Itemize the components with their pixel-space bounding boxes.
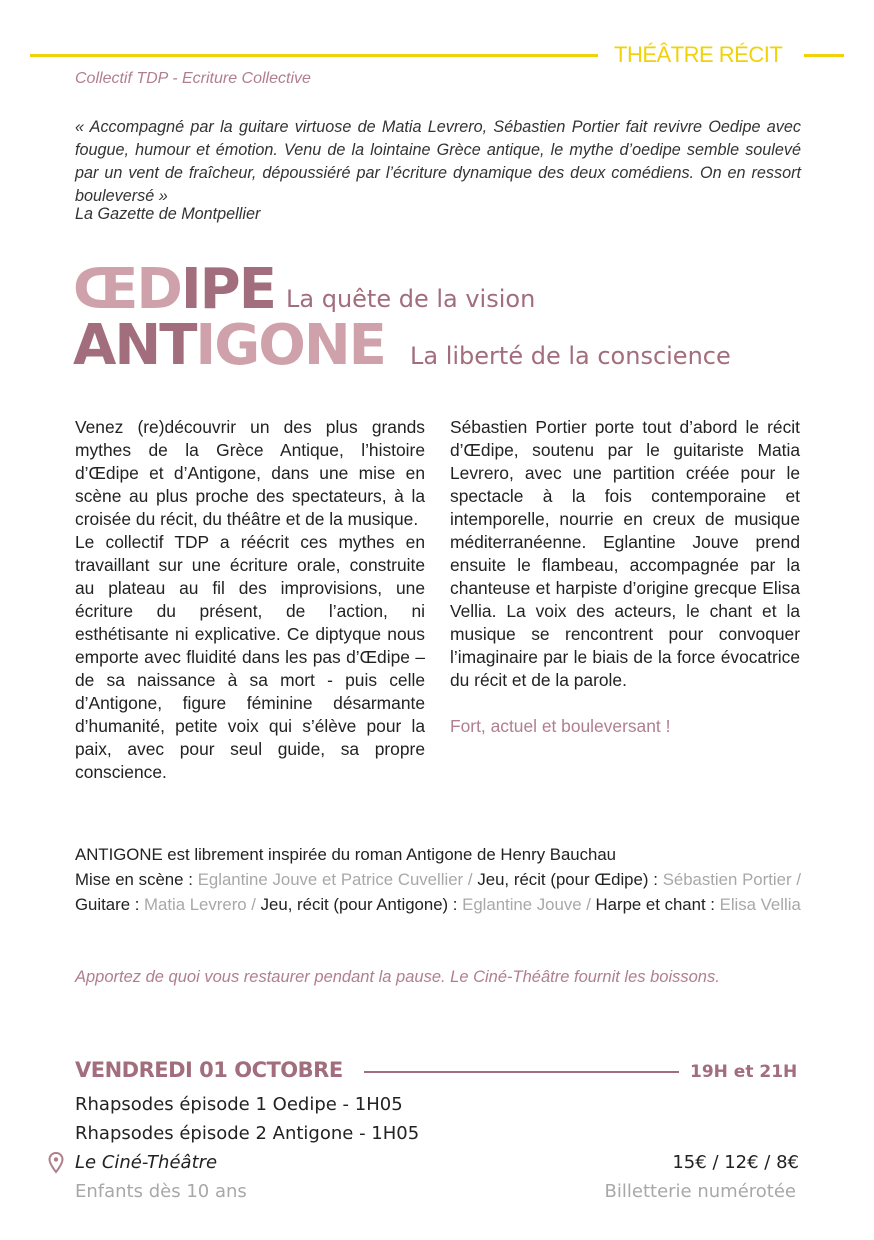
- credit-separator: /: [463, 870, 478, 889]
- body-left-column: [75, 416, 425, 784]
- credits: [75, 842, 801, 917]
- credit-jeu1-label: Jeu, récit (pour Œdipe) :: [477, 870, 663, 889]
- event-date: VENDREDI 01 OCTOBRE: [75, 1058, 343, 1082]
- body-right-column: [450, 416, 800, 738]
- title-antigone-part2: IGONE: [195, 313, 385, 378]
- credit-separator: /: [246, 895, 261, 914]
- pause-note: Apportez de quoi vous restaurer pendant la pause. Le Ciné-Théâtre fournit les boissons.: [75, 968, 720, 986]
- credit-jeu2-label: Jeu, récit (pour Antigone) :: [260, 895, 463, 914]
- event-times: 19H et 21H: [690, 1062, 798, 1082]
- subtitle-antigone: La liberté de la conscience: [410, 342, 731, 370]
- title-antigone: [73, 313, 385, 378]
- header-rule-right: [804, 54, 844, 57]
- venue-name: Le Ciné-Théâtre: [75, 1152, 218, 1173]
- body-left-paragraph-2: Le collectif TDP a réécrit ces mythes en travaillant sur une écriture orale, construite au plateau au fil des improvisions, une écriture du présent, de l’action, ni esthétisante ni explicative. Ce diptyque nous emporte avec fluidité dans les pas d’Œdipe – de sa naissance à sa mort - puis celle d’Antigone, figure féminine désarmante d’humanité, petite voix qui s’élève pour la paix, avec pour seul guide, sa propre conscience.: [75, 532, 425, 782]
- body-tagline: Fort, actuel et bouleversant !: [450, 716, 671, 736]
- credit-harpe-label: Harpe et chant :: [595, 895, 720, 914]
- credit-separator: /: [791, 870, 801, 889]
- credit-jeu2-name: Eglantine Jouve: [462, 895, 582, 914]
- press-quote: « Accompagné par la guitare virtuose de Matia Levrero, Sébastien Portier fait revivre Oedipe avec fougue, humour et émotion. Venu de la lointaine Grèce antique, le mythe d’oedipe semble soulevé par un vent de fraîcheur, dépoussiéré par l’écriture dynamique des deux comédiens. On en ressort bouleversé »: [75, 118, 801, 205]
- subtitle-oedipe: La quête de la vision: [286, 285, 536, 313]
- credit-separator: /: [581, 895, 596, 914]
- category-label: THÉÂTRE RÉCIT: [614, 42, 783, 67]
- credit-mise-label: Mise en scène :: [75, 870, 198, 889]
- title-oedipe-part2: IPE: [180, 257, 275, 322]
- title-antigone-part1: ANT: [73, 313, 196, 378]
- header-rule-left: [30, 54, 598, 57]
- title-oedipe: [73, 257, 275, 322]
- credit-guitare-name: Matia Levrero: [144, 895, 247, 914]
- credit-jeu1-name: Sébastien Portier: [662, 870, 792, 889]
- credits-intro: ANTIGONE est librement inspirée du roman Antigone de Henry Bauchau: [75, 845, 617, 864]
- episode-2: Rhapsodes épisode 2 Antigone - 1H05: [75, 1123, 420, 1144]
- company-name: Collectif TDP - Ecriture Collective: [75, 70, 311, 87]
- credits-list: [75, 867, 801, 917]
- ticketing-info: Billetterie numérotée: [604, 1181, 796, 1202]
- body-left-paragraph-1: Venez (re)découvrir un des plus grands mythes de la Grèce Antique, l’histoire d’Œdipe et d’Antigone, dans une mise en scène au plus proche des spectateurs, à la croisée du récit, du théâtre et de la musique.: [75, 417, 425, 529]
- ticket-prices: 15€ / 12€ / 8€: [672, 1152, 799, 1173]
- credit-mise-names: Eglantine Jouve et Patrice Cuvellier: [197, 870, 464, 889]
- episode-1: Rhapsodes épisode 1 Oedipe - 1H05: [75, 1094, 403, 1115]
- body-right-paragraph-1: Sébastien Portier porte tout d’abord le récit d’Œdipe, soutenu par le guitariste Matia Levrero, avec une partition créée pour le spectacle à la fois contemporaine et intemporelle, nourrie en creux de musique méditerranéenne. Eglantine Jouve prend ensuite le flambeau, accompagnée par la chanteuse et harpiste d’origine grecque Elisa Vellia. La voix des acteurs, le chant et la musique se rencontrent pour convoquer l’imaginaire par le biais de la force évocatrice du récit et de la parole.: [450, 417, 800, 690]
- age-info: Enfants dès 10 ans: [75, 1181, 247, 1202]
- quote-source: La Gazette de Montpellier: [75, 205, 261, 223]
- location-pin-icon: [48, 1152, 64, 1174]
- credit-harpe-name: Elisa Vellia: [719, 895, 801, 914]
- date-dash-rule: [364, 1071, 679, 1073]
- credit-guitare-label: Guitare :: [75, 895, 145, 914]
- title-oedipe-part1: ŒD: [73, 257, 181, 322]
